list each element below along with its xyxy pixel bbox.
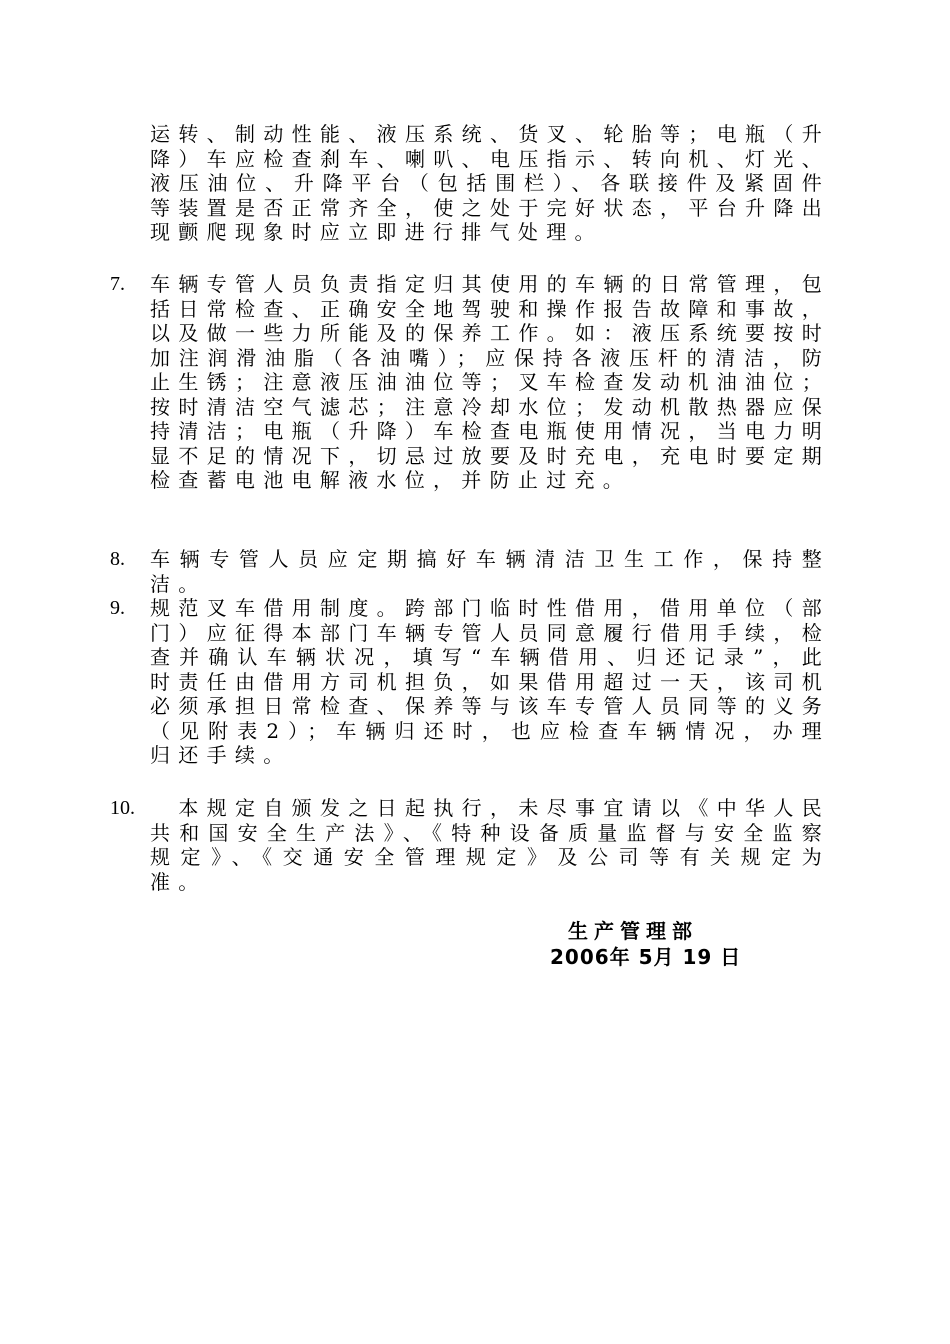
continued-paragraph: 运转、制动性能、液压系统、货叉、轮胎等；电瓶（升降）车应检查刹车、喇叭、电压指示、转向机、灯光、液压油位、升降平台（包括围栏）、各联接件及紧固件等装置是否正常齐全，使之处于完好状态，平台升降出现颤爬现象时应立即进行排气处理。: [150, 122, 830, 244]
list-item-10: [110, 796, 830, 894]
signature-department: 生产管理部: [568, 919, 698, 943]
item-number: 9.: [110, 597, 125, 619]
item-text: 车辆专管人员负责指定归其使用的车辆的日常管理，包括日常检查、正确安全地驾驶和操作报告故障和事故，以及做一些力所能及的保养工作。如：液压系统要按时加注润滑油脂（各油嘴）；应保持各液压杆的清洁，防止生锈；注意液压油油位等；叉车检查发动机油油位；按时清洁空气滤芯；注意冷却水位；发动机散热器应保持清洁；电瓶（升降）车检查电瓶使用情况，当电力明显不足的情况下，切忌过放要及时充电，充电时要定期检查蓄电池电解液水位，并防止过充。: [150, 272, 830, 492]
item-number: 8.: [110, 548, 125, 570]
item-text: 本规定自颁发之日起执行，未尽事宜请以《中华人民共和国安全生产法》、《特种设备质量监督与安全监察规定》、《交通安全管理规定》及公司等有关规定为准。: [150, 796, 830, 894]
item-text: 规范叉车借用制度。跨部门临时性借用，借用单位（部门）应征得本部门车辆专管人员同意履行借用手续，检查并确认车辆状况，填写“车辆借用、归还记录”，此时责任由借用方司机担负，如果借用超过一天，该司机必须承担日常检查、保养等与该车专管人员同等的义务（见附表2）；车辆归还时，也应检查车辆情况，办理归还手续。: [150, 596, 830, 767]
list-item-8: [110, 547, 830, 596]
list-item-7: [110, 272, 830, 493]
signature-date: 2006年 5月 19 日: [550, 945, 742, 969]
list-item-9: [110, 596, 830, 768]
item-number: 10.: [110, 797, 135, 819]
item-number: 7.: [110, 273, 125, 295]
item-text: 车辆专管人员应定期搞好车辆清洁卫生工作，保持整洁。: [150, 547, 830, 596]
